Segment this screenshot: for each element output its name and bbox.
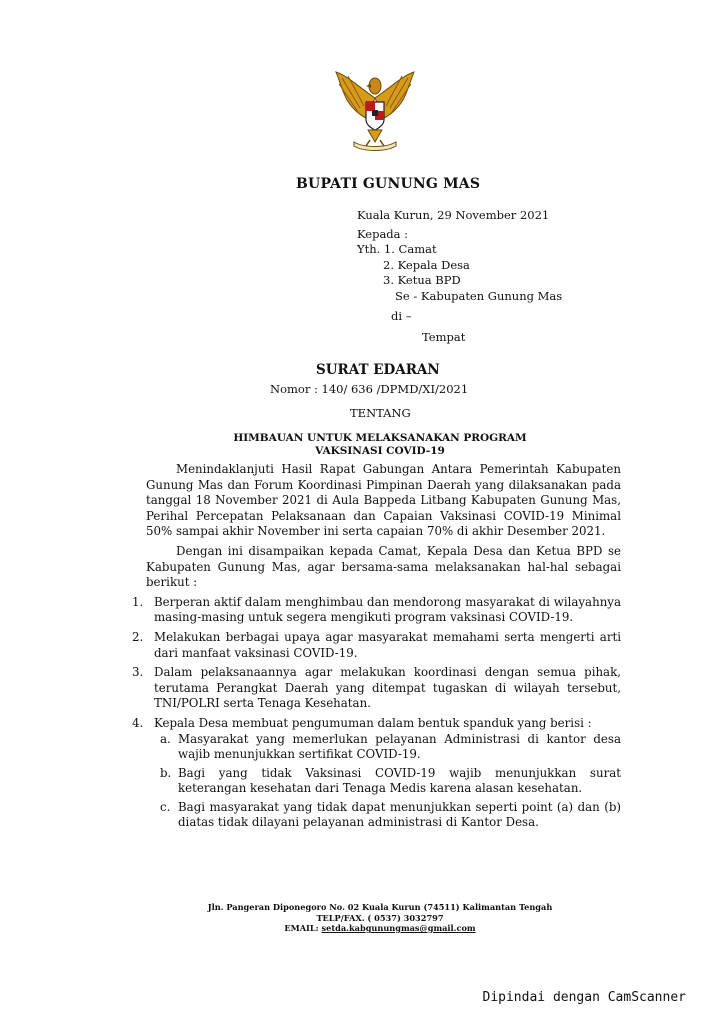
subject-line: HIMBAUAN UNTUK MELAKSANAKAN PROGRAM <box>233 432 527 444</box>
paragraph: Menindaklanjuti Hasil Rapat Gabungan Antara Pemerintah Kabupaten Gunung Mas dan Forum Koordinasi Pimpinan Daerah yang dilaksanakan pada tanggal 18 November 2021 di Aula Bappeda Litbang Kabupaten Gunung Mas, Perihal Percepatan Pelaksanaan dan Capaian Vaksinasi COVID-19 Minimal 50% sampai akhir November ini serta capaian 70% di akhir Desember 2021. <box>146 462 621 539</box>
kepada-label: Kepada : <box>357 226 409 241</box>
list-item: 4. Kepala Desa membuat pengumuman dalam bentuk spanduk yang berisi : a. Masyarakat yang memerlukan pelayanan Administrasi di kantor desa wajib menunjukkan sertifikat COVID-19. b. Bagi yang tidak Vaksinasi COVID-19 wajib menunjukkan surat keterangan kesehatan dari Tenaga Medis karena alasan kesehatan. c. Bagi masyarakat yang tidak dapat menunjukkan seperti point (a) dan (b) diatas tidak dilayani pelayanan administrasi di Kantor Desa. <box>132 715 621 830</box>
tentang-label: TENTANG <box>350 406 411 420</box>
di-label: di – <box>391 309 412 323</box>
recipient-item: 3. Ketua BPD <box>383 273 461 287</box>
place-date: Kuala Kurun, 29 November 2021 <box>357 208 550 222</box>
letter-number: Nomor : 140/ 636 /DPMD/XI/2021 <box>270 382 469 396</box>
recipient-item: Se - Kabupaten Gunung Mas <box>395 288 563 303</box>
camscanner-watermark: Dipindai dengan CamScanner <box>482 990 686 1005</box>
recipient-item: Yth. 1. Camat <box>357 242 437 256</box>
subject <box>210 432 550 458</box>
footer-phone: TELP/FAX. ( 0537) 3032797 <box>316 912 444 923</box>
sub-list-item: b. Bagi yang tidak Vaksinasi COVID-19 wajib menunjukkan surat keterangan kesehatan dari Tenaga Medis karena alasan kesehatan. <box>160 765 621 796</box>
sub-list-item: a. Masyarakat yang memerlukan pelayanan Administrasi di kantor desa wajib menunjukkan sertifikat COVID-19. <box>160 731 621 762</box>
letter-type: SURAT EDARAN <box>316 362 440 378</box>
letter-body <box>132 462 621 835</box>
page-title: BUPATI GUNUNG MAS <box>296 176 481 192</box>
list-item: 1. Berperan aktif dalam menghimbau dan mendorong masyarakat di wilayahnya masing-masing untuk segera mengikuti program vaksinasi COVID-19. <box>132 594 621 625</box>
sub-list-item: c. Bagi masyarakat yang tidak dapat menunjukkan seperti point (a) dan (b) diatas tidak dilayani pelayanan administrasi di Kantor Desa. <box>160 799 621 830</box>
tempat-label: Tempat <box>422 330 466 344</box>
recipient-item: 2. Kepala Desa <box>383 257 470 272</box>
footer-email: EMAIL: setda.kabgunungmas@gmail.com <box>284 923 476 933</box>
subject-line: VAKSINASI COVID-19 <box>315 445 445 457</box>
list-item: 3. Dalam pelaksanaannya agar melakukan koordinasi dengan semua pihak, terutama Perangkat Daerah yang ditempat tugaskan di wilayah tersebut, TNI/POLRI serta Tenaga Kesehatan. <box>132 665 621 711</box>
footer <box>180 902 580 934</box>
instruction-list <box>132 594 621 831</box>
footer-address: Jln. Pangeran Diponegoro No. 02 Kuala Kurun (74511) Kalimantan Tengah <box>207 902 553 912</box>
paragraph: Dengan ini disampaikan kepada Camat, Kepala Desa dan Ketua BPD se Kabupaten Gunung Mas, agar bersama-sama melaksanakan hal-hal sebagai berikut : <box>146 543 621 590</box>
sub-list <box>154 732 621 832</box>
address-block <box>357 208 562 304</box>
email-link[interactable]: setda.kabgunungmas@gmail.com <box>321 923 476 933</box>
garuda-emblem-icon <box>330 68 420 158</box>
list-item: 2. Melakukan berbagai upaya agar masyarakat memahami serta mengerti arti dari manfaat vaksinasi COVID-19. <box>132 629 621 660</box>
